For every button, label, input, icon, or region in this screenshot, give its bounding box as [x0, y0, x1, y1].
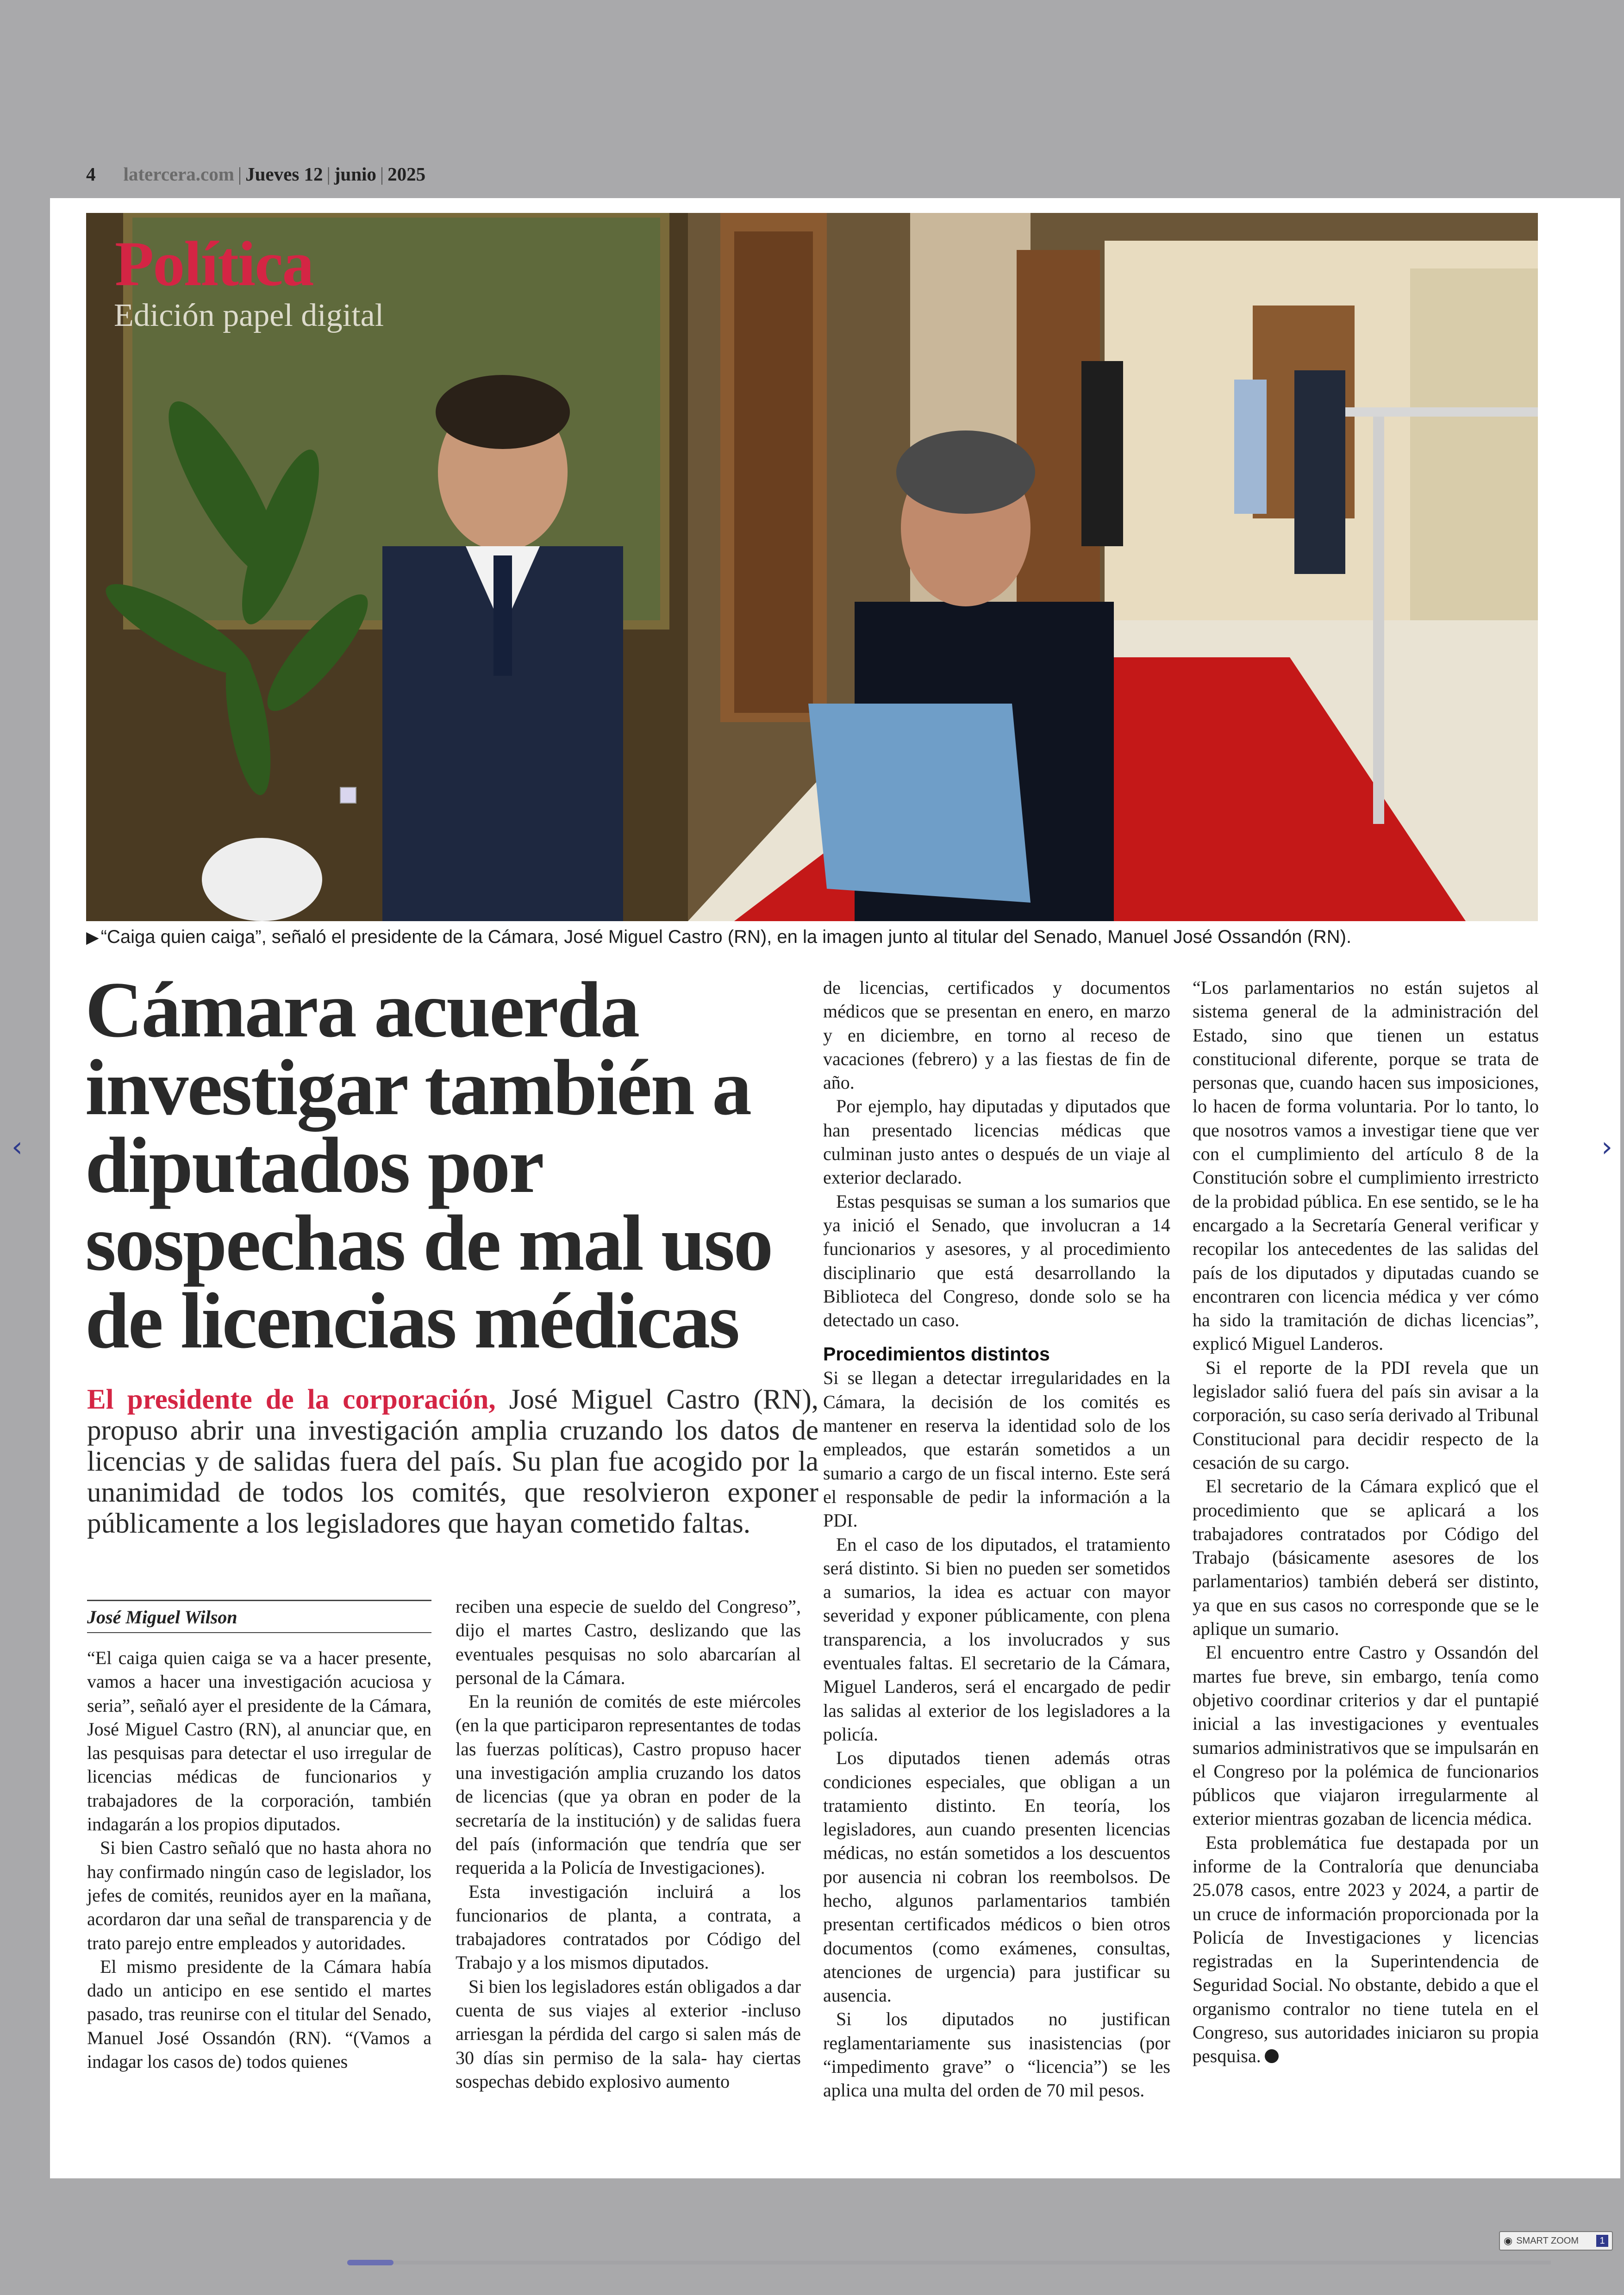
paragraph: Esta investigación incluirá a los funcionarios de planta, a contrata, a trabajadores contratados por Código del Trabajo y a los mismos diputados.: [456, 1881, 801, 1973]
issue-header: 4 latercera.com | Jueves 12 | junio | 2025: [86, 163, 426, 185]
paragraph: El mismo presidente de la Cámara había dado un anticipo en ese sentido el martes pasado, tras reunirse con el titular del Senado, Manuel José Ossandón (RN). “(Vamos a indagar los casos de) todos quienes: [87, 1956, 431, 2072]
caption-arrow-icon: ▶: [86, 928, 99, 947]
end-mark-icon: [1265, 2049, 1279, 2063]
article-deck: [87, 1384, 818, 1539]
deck-text: José Miguel Castro (RN), propuso abrir una investigación amplia cruzando los datos de licencias y de salidas fuera del país. Su plan fue acogido por la unanimidad de todos los comités, que resolvieron exponer públicamente a los legisladores que hayan cometido faltas.: [87, 1384, 819, 1539]
article-column-2: [456, 1595, 801, 2093]
chevron-left-icon: ‹: [12, 1131, 23, 1163]
article-headline: Cámara acuerda investigar también a diputados por sospechas de mal uso de licencias médicas: [85, 966, 772, 1365]
paragraph: En el caso de los diputados, el tratamiento será distinto. Si bien no pueden ser sometidos a sumarios, la idea es actuar con mayor severidad y exponer públicamente, con plena transparencia, a los involucrados y sus eventuales faltas. El secretario de la Cámara, Miguel Landeros, será el encargado de pedir las salidas al exterior de los legisladores a la policía.: [823, 1534, 1170, 1745]
deck-lead: El presidente de la corporación,: [87, 1384, 496, 1415]
paragraph: de licencias, certificados y documentos médicos que se presentan en enero, en marzo y en diciembre, en torno al receso de vacaciones (febrero) y a las fiestas de fin de año.: [823, 977, 1170, 1093]
next-page-button[interactable]: [1595, 1129, 1618, 1166]
paragraph: reciben una especie de sueldo del Congreso”, dijo el martes Castro, deslizando que las eventuales pesquisas no solo abarcarían al personal de la Cámara.: [456, 1596, 801, 1688]
page-number: 4: [86, 163, 96, 185]
paragraph: Si se llegan a detectar irregularidades en la Cámara, la decisión de los comités es mantener en reserva la identidad solo de los empleados, que estarán sometidos a un sumario a cargo de un fiscal interno. Este será el responsable de pedir la información a la PDI.: [823, 1367, 1170, 1531]
paragraph: Los diputados tienen además otras condiciones especiales, que obligan a un tratamiento distinto. En teoría, los legisladores, aun cuando presenten licencias médicas, no están sometidos a los descuentos por ausencia ni cobran los reembolsos. De hecho, algunos parlamentarios también presentan certificados médicos o bien otros documentos (como exámenes, consultas, atenciones de urgencia) para justificar su ausencia.: [823, 1747, 1170, 2006]
paragraph-text: Esta problemática fue destapada por un informe de la Contraloría que denunciaba 25.078 casos, entre 2023 y 2024, a partir de un cruce de información proporcionada por la Policía de Investigaciones y licencias registradas en la Superintendencia de Seguridad Social. No obstante, debido a que el organismo contralor no tiene tutela en el Congreso, sus autoridades iniciaron su propia pesquisa.: [1193, 1832, 1539, 2067]
issue-year: 2025: [387, 163, 426, 185]
article-column-3: [823, 976, 1170, 2102]
photo-marker-icon[interactable]: [340, 787, 356, 804]
smart-zoom-button[interactable]: [1499, 2231, 1613, 2251]
smart-zoom-count: 1: [1596, 2235, 1608, 2247]
paragraph: Si bien los legisladores están obligados a dar cuenta de sus viajes al exterior -incluso arriesgan la pérdida del cargo si salen más de 30 días sin permiso de la sala- hay ciertas sospechas debido explosivo aumento: [456, 1976, 801, 2092]
paragraph: El secretario de la Cámara explicó que el procedimiento que se aplicará a los trabajadores contratados por Código del Trabajo (básicamente asesores de los parlamentarios) también deberá ser distinto, ya que en sus casos no corresponde que se le aplique un sumario.: [1193, 1476, 1539, 1640]
section-subtitle: Edición papel digital: [114, 298, 384, 333]
caption-text: “Caiga quien caiga”, señaló el presidente de la Cámara, José Miguel Castro (RN), en la imagen junto al titular del Senado, Manuel José Ossandón (RN).: [100, 927, 1352, 947]
issue-day: Jueves 12: [245, 163, 323, 185]
byline-divider: [87, 1632, 431, 1633]
paragraph: Estas pesquisas se suman a los sumarios que ya inició el Senado, que involucran a 14 funcionarios y asesores, y al procedimiento disciplinario que está desarrollando la Biblioteca del Congreso, donde solo se ha detectado un caso.: [823, 1191, 1170, 1331]
paragraph: Si bien Castro señaló que no hasta ahora no hay confirmado ningún caso de legislador, los jefes de comités, reunidos ayer en la mañana, acordaron dar una señal de transparencia y de trato parejo entre empleados y autoridades.: [87, 1837, 431, 1953]
chevron-right-icon: ›: [1601, 1131, 1612, 1163]
photo-caption: [86, 927, 1540, 948]
page-scrollbar[interactable]: [347, 2261, 1551, 2264]
eye-icon: ◉: [1504, 2235, 1513, 2246]
paragraph: Si los diputados no justifican reglamentariamente sus inasistencias (por “impedimento grave” o “licencia”) se les aplica una multa del orden de 70 mil pesos.: [823, 2008, 1170, 2101]
subheading: Procedimientos distintos: [823, 1343, 1050, 1365]
byline-divider: [87, 1600, 431, 1601]
paragraph: “Los parlamentarios no están sujetos al sistema general de la administración del Estado, sino que tienen un estatus constitucional diferente, porque se trata de personas que, cuando hacen sus imposiciones, lo hacen de forma voluntaria. Por lo tanto, lo que nosotros vamos a investigar tiene que ver con el cumplimiento del artículo 8 de la Constitución sobre el cumplimiento irrestricto de la probidad pública. En ese sentido, se le ha encargado a la Secretaría General verificar y recopilar los antecedentes de las salidas del país de los diputados y diputadas cuando se encontraren con licencia médica y ver cómo ha sido la tramitación de dichas licencias”, explicó Miguel Landeros.: [1193, 977, 1539, 1354]
smart-zoom-label: SMART ZOOM: [1516, 2235, 1579, 2246]
paragraph: [1193, 1831, 1539, 2068]
page-scrollbar-thumb[interactable]: [347, 2260, 394, 2265]
paragraph: Por ejemplo, hay diputadas y diputados que han presentado licencias médicas que culminan justo antes o después de un viaje al exterior declarado.: [823, 1096, 1170, 1188]
article-column-1: [87, 1646, 431, 2073]
paragraph: El encuentro entre Castro y Ossandón del martes fue breve, sin embargo, tenía como objetivo coordinar criterios y dar el puntapié inicial a las investigaciones y eventuales sumarios administrativos que se impulsarán en el Congreso por la polémica de funcionarios públicos que viajaron irregularmente al exterior mientras gozaban de licencia médica.: [1193, 1642, 1539, 1829]
article-column-4: [1193, 976, 1539, 2068]
site-name: latercera.com: [123, 163, 234, 185]
byline: José Miguel Wilson: [87, 1607, 237, 1628]
issue-month: junio: [334, 163, 376, 185]
paragraph: Si el reporte de la PDI revela que un legislador salió fuera del país sin avisar a la corporación, su caso sería derivado al Tribunal Constitucional para decidir respecto de la cesación de su cargo.: [1193, 1357, 1539, 1473]
paragraph: “El caiga quien caiga se va a hacer presente, vamos a hacer una investigación acuciosa y seria”, señaló ayer el presidente de la Cámara, José Miguel Castro (RN), al anunciar que, en las pesquisas para detectar el uso irregular de licencias médicas de funcionarios y trabajadores de la corporación, también indagarán a los propios diputados.: [87, 1647, 431, 1835]
paragraph: En la reunión de comités de este miércoles (en la que participaron representantes de todas las fuerzas políticas), Castro propuso hacer una investigación amplia cruzando los datos de licencias (que ya obran en poder de la secretaría de la institución) y de salidas fuera del país (información que tendría que ser requerida a la Policía de Investigaciones).: [456, 1691, 801, 1878]
previous-page-button[interactable]: [6, 1129, 29, 1166]
section-title: Política: [115, 228, 313, 299]
